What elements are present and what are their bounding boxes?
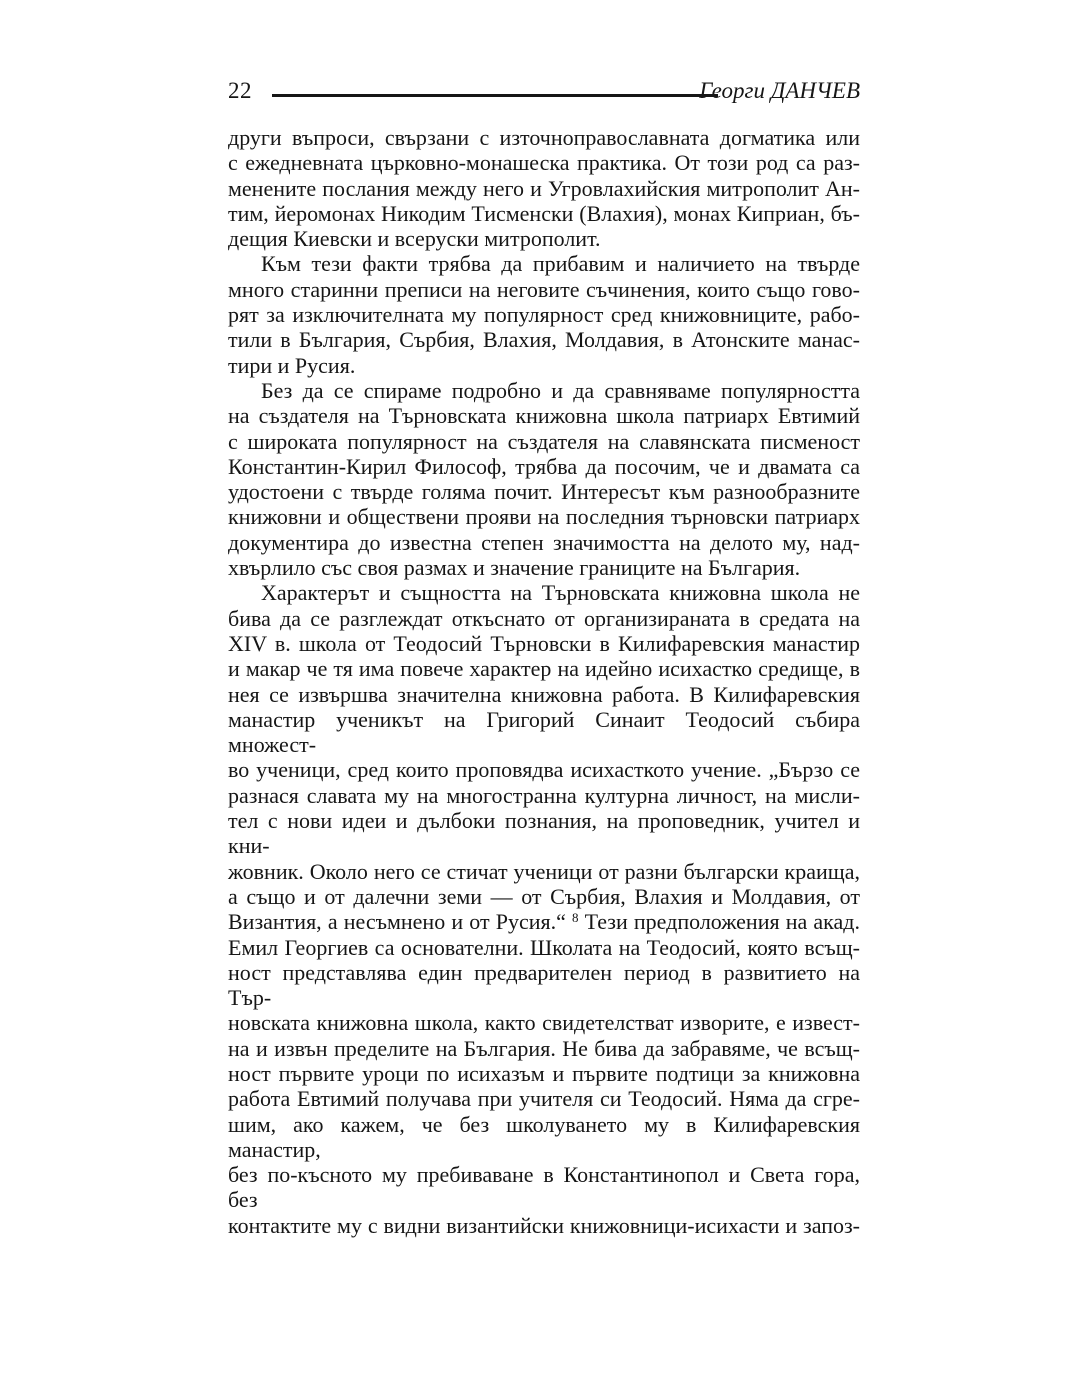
paragraph: [228, 125, 860, 251]
text-line: дещия Киевски и всеруски митрополит.: [228, 226, 601, 252]
text-line: контактите му с видни византийски книжовници-исихасти и запоз-: [228, 1212, 860, 1238]
text-line: хвърлило със своя размах и значение границите на България.: [228, 555, 801, 581]
text-line: други въпроси, свързани с източноправославната догматика или: [228, 125, 860, 150]
text-line: Без да се спираме подробно и да сравняваме популярността: [261, 377, 860, 403]
text-line: ност първите уроци по исихазъм и първите подтици за книжовна: [228, 1060, 860, 1086]
page-header: [228, 78, 860, 108]
text-line: [228, 909, 860, 934]
text-line: XIV в. школа от Теодосий Търновски в Килифаревския манастир: [228, 630, 860, 656]
text-line: и макар че тя има повече характер на идейно исихастко средище, в: [228, 656, 860, 682]
text-line: ност представлява един предварителен период в развитието на Тър-: [228, 959, 860, 1011]
running-head: Георги ДАНЧЕВ: [699, 78, 860, 103]
text-line: менените послания между него и Угровлахийския митрополит Ан-: [228, 175, 860, 201]
body-text: [228, 125, 860, 1238]
page-number: 22: [228, 78, 252, 103]
text-line: на и извън пределите на България. Не бива да забравяме, че всъщ-: [228, 1035, 860, 1061]
text-line: Емил Георгиев са основателни. Школата на Теодосий, която всъщ-: [228, 934, 860, 960]
text-line: с ежедневната църковно-монашеска практика. От този род са раз-: [228, 150, 860, 176]
paragraph: [228, 580, 860, 1238]
text-line: тири и Русия.: [228, 352, 356, 378]
text-line: Константин-Кирил Философ, трябва да посочим, че и двамата са: [228, 453, 860, 479]
text-line: жовник. Около него се стичат ученици от разни български краища,: [228, 858, 860, 884]
text-line: новската книжовна школа, както свидетелстват изворите, е извест-: [228, 1010, 860, 1036]
text-line: на създателя на Търновската книжовна школа патриарх Евтимий: [228, 403, 860, 429]
footnote-ref: 8: [572, 910, 579, 926]
text-line: много старинни преписи на неговите съчинения, които също гово-: [228, 276, 860, 302]
text-line: тили в България, Сърбия, Влахия, Молдавия, в Атонските манас-: [228, 327, 860, 353]
text-line: тел с нови идеи и дълбоки познания, на проповедник, учител и кни-: [228, 808, 860, 859]
text-line: Към тези факти трябва да прибавим и наличието на твърде: [261, 251, 860, 277]
header-rule: [272, 94, 718, 97]
text-line: без по-късното му пребиваване в Константинопол и Света гора, без: [228, 1162, 860, 1213]
text-line: разнася славата му на многостранна културна личност, на мисли-: [228, 782, 860, 808]
text-line: документира до известна степен значимостта на делото му, над-: [228, 529, 860, 555]
text-line: рят за изключителната му популярност сред книжовниците, рабо-: [228, 302, 860, 328]
text-line: с широката популярност на създателя на славянската писменост: [228, 428, 860, 454]
text-line: Характерът и същността на Търновската книжовна школа не: [261, 580, 860, 606]
text-line: во ученици, сред които проповядва исихасткото учение. „Бързо се: [228, 757, 860, 783]
text-line: бива да се разглеждат откъснато от организираната в средата на: [228, 605, 860, 631]
text-line: а също и от далечни земи — от Сърбия, Влахия и Молдавия, от: [228, 883, 860, 909]
paragraph: [228, 251, 860, 377]
text-line: книжовни и обществени прояви на последния търновски патриарх: [228, 504, 860, 530]
text-line: работа Евтимий получава при учителя си Теодосий. Няма да сгре-: [228, 1086, 860, 1112]
paragraph: [228, 378, 860, 580]
text-line: тим, йеромонах Никодим Тисменски (Влахия), монах Киприан, бъ-: [228, 200, 860, 226]
text-line: нея се извършва значителна книжовна работа. В Килифаревския: [228, 681, 860, 707]
text-line: удостоени с твърде голяма почит. Интересът към разнообразните: [228, 479, 860, 505]
text-line: шим, ако кажем, че без школуването му в Килифаревския манастир,: [228, 1111, 860, 1162]
text-segment: Византия, а несъмнено и от Русия.“: [228, 909, 573, 935]
text-segment: Тези предположения на акад.: [578, 909, 860, 935]
text-line: манастир ученикът на Григорий Синаит Теодосий събира множест-: [228, 706, 860, 758]
